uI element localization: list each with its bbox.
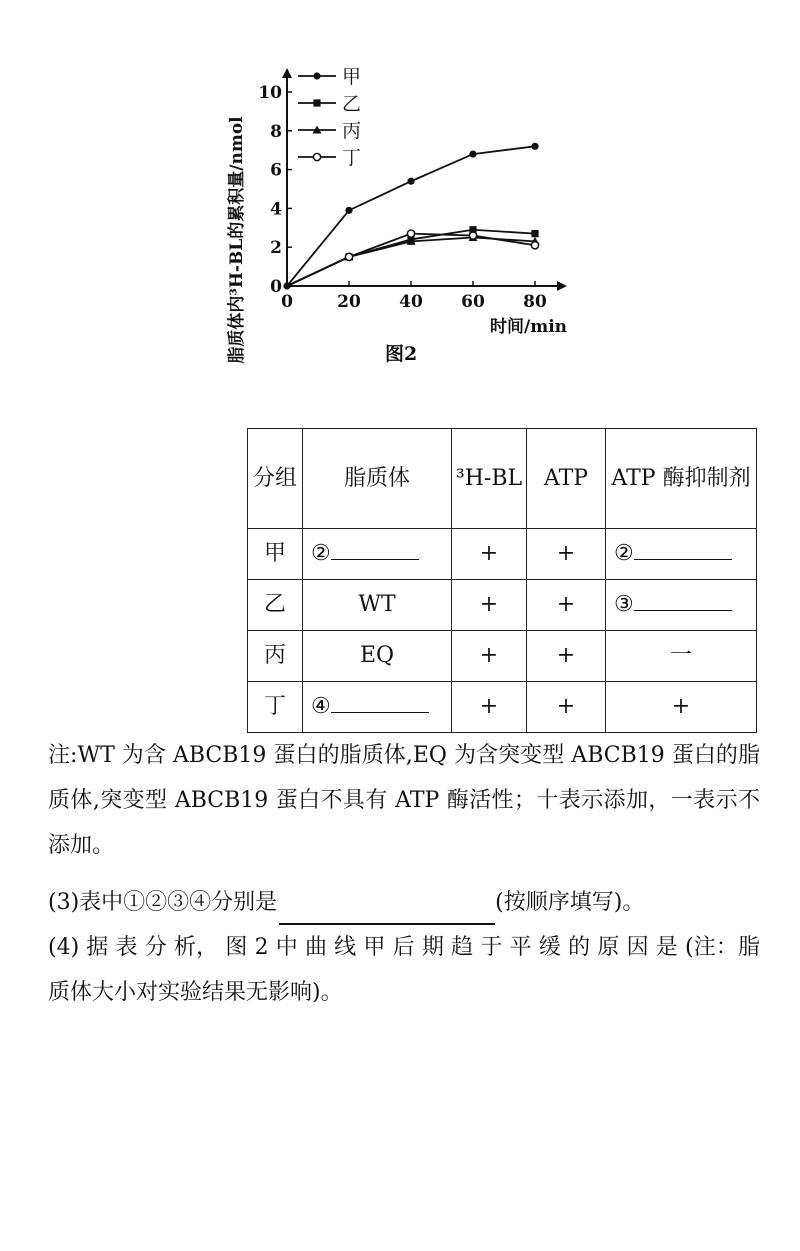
data-point bbox=[283, 282, 290, 289]
cell-liposome-label: ② bbox=[311, 541, 331, 567]
table-row bbox=[248, 580, 757, 631]
cell-inhibitor-label: ② bbox=[614, 541, 634, 567]
question-3-text: (3)表中①②③④分别是 bbox=[48, 890, 278, 915]
y-tick-label: 2 bbox=[270, 238, 282, 259]
legend-label: 甲 bbox=[342, 66, 362, 88]
cell-liposome: EQ bbox=[303, 631, 452, 682]
y-tick-label: 6 bbox=[270, 160, 282, 181]
data-point bbox=[345, 253, 352, 260]
y-tick-label: 8 bbox=[270, 121, 282, 142]
data-point bbox=[531, 242, 538, 249]
chart-series-lines bbox=[287, 146, 535, 286]
cell-group: 丙 bbox=[248, 631, 303, 682]
data-point bbox=[531, 230, 538, 237]
legend-label: 丁 bbox=[342, 147, 362, 169]
header-inhibitor-text: ATP 酶抑制剂 bbox=[611, 465, 751, 491]
y-tick-label: 4 bbox=[270, 199, 282, 220]
cell-liposome: WT bbox=[303, 580, 452, 631]
cell-atp: + bbox=[527, 682, 606, 733]
legend-marker bbox=[313, 72, 320, 79]
cell-group: 乙 bbox=[248, 580, 303, 631]
table-note: 注:WT 为含 ABCB19 蛋白的脂质体,EQ 为含突变型 ABCB19 蛋白的脂质体,突变型 ABCB19 蛋白不具有 ATP 酶活性；十表示添加，一表示不添加。 bbox=[48, 743, 760, 858]
data-point bbox=[407, 230, 414, 237]
y-axis-label: 脂质体内³H-BL的累积量/nmol bbox=[227, 116, 247, 364]
header-atp: ATP bbox=[527, 429, 606, 529]
table-header-row bbox=[248, 429, 757, 529]
experiment-table bbox=[247, 428, 757, 733]
answer-blank bbox=[279, 893, 495, 925]
cell-liposome-label: ④ bbox=[311, 694, 331, 720]
cell-liposome bbox=[303, 682, 452, 733]
cell-hbl: + bbox=[452, 631, 527, 682]
y-tick-label: 0 bbox=[270, 277, 282, 297]
data-point bbox=[345, 207, 352, 214]
legend-label: 丙 bbox=[342, 120, 362, 142]
line-chart bbox=[220, 40, 600, 370]
data-point bbox=[531, 143, 538, 150]
cell-inhibitor-label: ③ bbox=[614, 592, 634, 618]
cell-liposome bbox=[303, 529, 452, 580]
cell-hbl: + bbox=[452, 580, 527, 631]
cell-atp: + bbox=[527, 631, 606, 682]
cell-inhibitor: 一 bbox=[606, 631, 757, 682]
cell-inhibitor: + bbox=[606, 682, 757, 733]
cell-group: 丁 bbox=[248, 682, 303, 733]
data-point bbox=[469, 150, 476, 157]
cell-inhibitor bbox=[606, 529, 757, 580]
x-axis-label: 时间/min bbox=[490, 317, 568, 337]
cell-atp: + bbox=[527, 529, 606, 580]
x-tick-label: 60 bbox=[461, 292, 485, 312]
header-group: 分组 bbox=[248, 429, 303, 529]
fill-blank bbox=[331, 689, 429, 713]
series-line-1 bbox=[287, 146, 535, 286]
x-tick-label: 0 bbox=[281, 292, 293, 312]
legend-marker bbox=[313, 99, 320, 106]
cell-atp: + bbox=[527, 580, 606, 631]
table-row bbox=[248, 529, 757, 580]
cell-hbl: + bbox=[452, 682, 527, 733]
table-row bbox=[248, 682, 757, 733]
data-point bbox=[407, 178, 414, 185]
chart-markers bbox=[283, 143, 539, 290]
data-point bbox=[469, 232, 476, 239]
cell-group: 甲 bbox=[248, 529, 303, 580]
y-tick-label: 10 bbox=[258, 83, 282, 103]
chart-legend bbox=[298, 66, 361, 169]
header-liposome: 脂质体 bbox=[303, 429, 452, 529]
fill-blank bbox=[331, 536, 419, 560]
legend-marker bbox=[313, 153, 320, 160]
x-tick-label: 20 bbox=[337, 292, 361, 312]
legend-label: 乙 bbox=[342, 93, 362, 115]
fill-blank bbox=[634, 536, 732, 560]
question-3-suffix: (按顺序填写)。 bbox=[495, 890, 645, 915]
chart-ticks bbox=[258, 83, 547, 312]
question-4: (4) 据 表 分 析， 图 2 中 曲 线 甲 后 期 趋 于 平 缓 的 原 因 是 (注：脂质体大小对实验结果无影响)。 bbox=[48, 935, 760, 1005]
fill-blank bbox=[634, 587, 732, 611]
cell-inhibitor bbox=[606, 580, 757, 631]
figure-caption: 图2 bbox=[385, 343, 418, 365]
table-row bbox=[248, 631, 757, 682]
x-tick-label: 80 bbox=[523, 292, 547, 312]
x-tick-label: 40 bbox=[399, 292, 423, 312]
header-hbl: ³H-BL bbox=[452, 429, 527, 529]
cell-hbl: + bbox=[452, 529, 527, 580]
question-3 bbox=[48, 880, 760, 925]
header-inhibitor bbox=[606, 429, 757, 529]
